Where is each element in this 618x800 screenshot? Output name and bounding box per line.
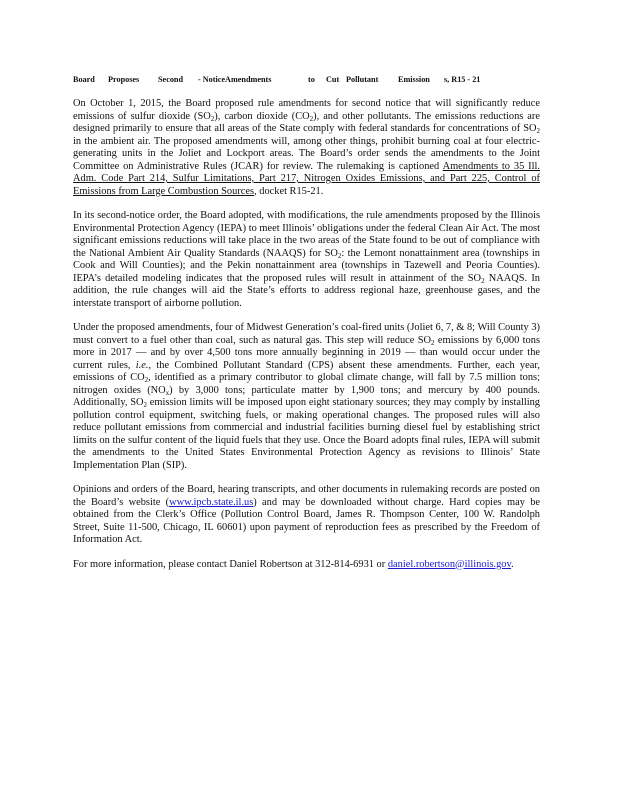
title-word: Board: [73, 75, 95, 84]
press-release-title: [73, 75, 543, 84]
subscript: x: [165, 388, 170, 397]
text-run: For more information, please contact Daniel Robertson at 312-814-6931 or: [73, 558, 388, 570]
title-word: Emission: [398, 75, 430, 84]
paragraph-amendments: [73, 322, 540, 472]
text-run: : the Lemont nonattainment area (townships in Cook and Will Counties); and the Pekin nonattainment area (townships in Tazewell and Peoria Counties). IEPA’s detailed modeling indicates that the proposed rules will result in attainment of the SO: [73, 247, 541, 284]
title-word: Proposes: [108, 75, 140, 84]
text-run: Opinions and orders of the Board, hearing transcripts, and other documents in rulemaking records are posted on the Board’s website (: [73, 484, 540, 508]
subscript: 2: [309, 114, 314, 123]
title-word: to: [308, 75, 315, 84]
text-run: ), carbon dioxide (CO: [214, 110, 310, 122]
email-link[interactable]: daniel.robertson@illinois.gov: [387, 558, 512, 570]
text-run: NAAQS. In addition, the rule changes will aid the State’s efforts to address regional haze, greenhouse gases, and the interstate transport of airborne pollution.: [73, 272, 540, 309]
paragraph-contact: [73, 559, 540, 572]
text-run: In its second-notice order, the Board adopted, with modifications, the rule amendments proposed by the Illinois Environmental Protection Agency (IEPA) to meet Illinois’ obligations under the federal Clean Air Act. The most significant emissions reductions will take place in the two areas of the State found to be out of compliance with the National Ambient Air Quality Standards (NAAQS) for SO: [73, 210, 540, 259]
subscript: 2: [536, 127, 540, 135]
subscript: 2: [144, 376, 149, 384]
subscript: 2: [210, 114, 215, 123]
text-run: ), and other pollutants. The emissions reductions are designed primarily to ensure that all areas of the State comply with federal standards for concentrations of SO: [73, 110, 540, 134]
text-run: ) by 3,000 tons; particulate matter by 1,900 tons; and mercury by 400 pounds. Additionally, SO: [73, 384, 540, 408]
text-run: in the ambient air. The proposed amendments will, among other things, prohibit burning coal at four electric-generating units in the Joliet and Lockport areas. The Board’s order sends the amendments to the Joint Committee on Administrative Rules (JCAR) for review. The rulemaking is captioned: [73, 135, 540, 172]
text-run: .: [511, 558, 514, 570]
title-word: - NoticeAmendments: [198, 75, 272, 84]
text-run: Under the proposed amendments, four of Midwest Generation’s coal-fired units (Joliet 6, 7, & 8; Will County 3) must convert to a fuel other than coal, such as natural gas. This step will reduce SO: [73, 322, 540, 346]
paragraph-proposal: [73, 98, 540, 198]
subscript: 2: [143, 401, 147, 409]
subscript: 2: [481, 276, 485, 285]
rulemaking-caption: Amendments to 35 Ill. Adm. Code Part 214, Sulfur Limitations, Part 217, Nitrogen Oxides Emissions, and Part 225, Control of Emissions from Large Combustion Sources: [73, 160, 540, 197]
website-link[interactable]: www.ipcb.state.il.us: [169, 496, 254, 508]
title-word: s, R15 - 21: [444, 75, 481, 84]
document-body: [73, 98, 540, 583]
text-run: emission limits will be imposed upon eight stationary sources; they may comply by installing pollution control equipment, switching fuels, or making operational changes. The proposed rules will also reduce pollutant emissions from commercial and industrial facilities burning diesel fuel by establishing strict limits on the sulfur content of the liquid fuels that they use. Once the Board adopts final rules, IEPA will submit the amendments to the United States Environmental Protection Agency as revisions to Illinois’ State Implementation Plan (SIP).: [73, 397, 540, 471]
title-word: Second: [158, 75, 184, 84]
subscript: 2: [337, 251, 342, 260]
docket-number: , docket R15-21.: [254, 185, 324, 197]
text-run: ) and may be downloaded without charge. Hard copies may be obtained from the Clerk’s Office (Pollution Control Board, James R. Thompson Center, 100 W. Randolph Street, Suite 11-500, Chicago, IL 60601) upon payment of reproduction fees as prescribed by the Freedom of Information Act.: [73, 496, 541, 545]
subscript: 2: [431, 338, 435, 347]
paragraph-records: [73, 484, 540, 547]
italic-abbrev: i.e.: [135, 359, 149, 371]
title-word: Pollutant: [346, 75, 379, 84]
title-word: Cut: [326, 75, 340, 84]
paragraph-second-notice: [73, 210, 540, 310]
text-run: , the Combined Pollutant Standard (CPS) absent these amendments. Further, each year, emissions of CO: [73, 359, 540, 383]
text-run: , identified as a primary contributor to global climate change, will fall by 7.5 million tons; nitrogen oxides (NO: [73, 372, 540, 396]
text-run: emissions by 6,000 tons more in 2017 — and by over 4,500 tons more annually beginning in 2019 — than would occur under the current rules,: [73, 334, 540, 371]
text-run: On October 1, 2015, the Board proposed rule amendments for second notice that will significantly reduce emissions of sulfur dioxide (SO: [73, 98, 540, 122]
